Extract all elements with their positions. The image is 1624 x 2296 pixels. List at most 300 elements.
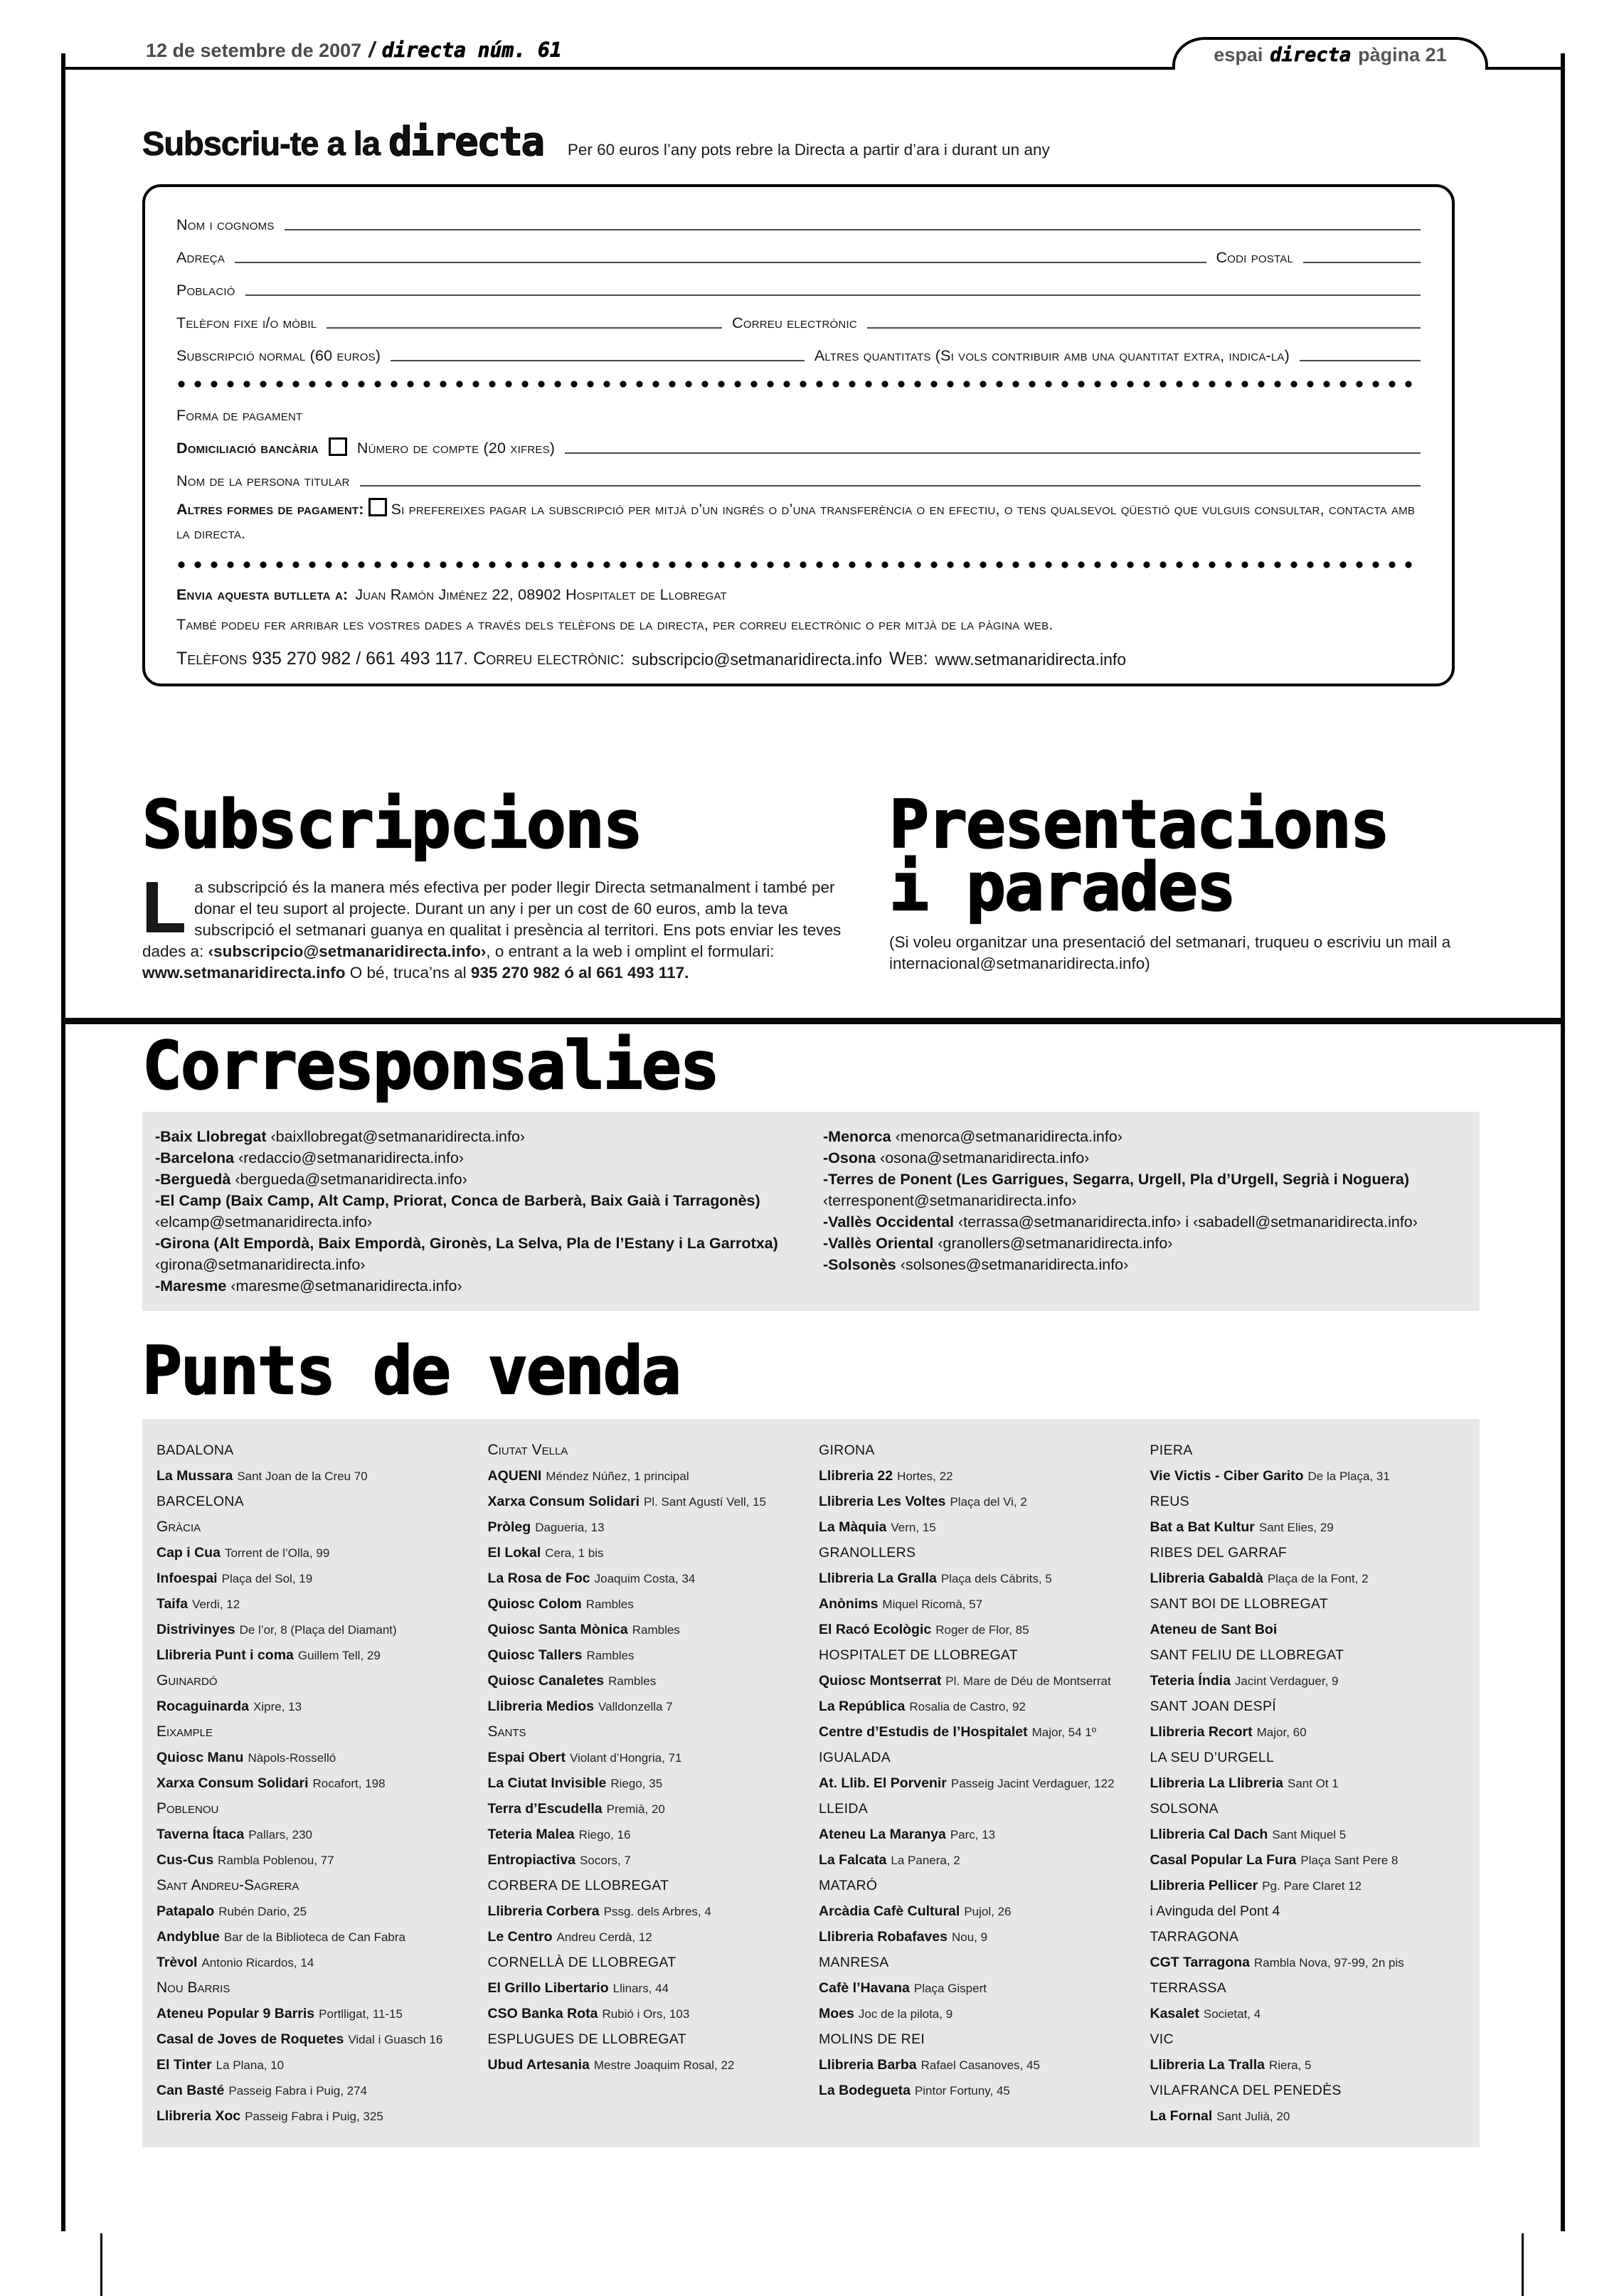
venue-address: Passeig Jacint Verdaguer, 122: [950, 1777, 1115, 1791]
list-item: [488, 1822, 804, 1847]
telefon-label: Telèfon fixe i/o mòbil: [176, 314, 317, 331]
venue-name: Llibreria Robafaves: [819, 1929, 948, 1945]
correspondent-item: [155, 1233, 799, 1275]
list-item: [819, 1668, 1135, 1694]
form-row-telefon: [176, 299, 1421, 332]
list-item: [156, 1591, 472, 1617]
venue-name: HOSPITALET DE LLOBREGAT: [819, 1647, 1018, 1664]
venue-address: Antonio Ricardos, 14: [201, 1956, 314, 1970]
venue-address: Rosalia de Castro, 92: [909, 1700, 1026, 1714]
venue-address: Valldonzella 7: [598, 1700, 673, 1714]
venue-name: BADALONA: [156, 1442, 234, 1459]
adreca-field-line[interactable]: [235, 262, 1206, 263]
list-item: [819, 1873, 1135, 1898]
venue-name: Ciutat Vella: [487, 1442, 568, 1459]
subscripcio-normal-label: Subscripció normal (60 euros): [176, 347, 381, 364]
list-item: [488, 1463, 804, 1489]
venue-name: La Bodegueta: [819, 2083, 911, 2099]
list-item: [488, 1437, 804, 1463]
venue-address: Bar de la Biblioteca de Can Fabra: [223, 1930, 405, 1945]
list-item: [819, 1617, 1135, 1642]
venue-address: Verdi, 12: [192, 1598, 240, 1612]
venue-name: Llibreria La Tralla: [1150, 2057, 1265, 2073]
correspondent-email: ‹maresme@setmanaridirecta.info›: [230, 1277, 462, 1295]
venue-name: VILAFRANCA DEL PENEDÈS: [1150, 2083, 1342, 2099]
list-item: [488, 1719, 804, 1745]
venue-address: Miquel Ricomà, 57: [882, 1598, 983, 1612]
list-item: [1150, 1617, 1466, 1642]
header-slash: /: [368, 37, 375, 62]
venue-name: RIBES DEL GARRAF: [1150, 1545, 1288, 1561]
venue-name: AQUENI: [487, 1468, 542, 1484]
venue-address: Pl. Sant Agustí Vell, 15: [643, 1495, 766, 1509]
telefons-line: [176, 639, 1421, 669]
correspondent-region: -Osona: [823, 1149, 881, 1166]
correspondent-email: ‹osona@setmanaridirecta.info›: [880, 1149, 1090, 1166]
corresponsalies-right-column: [823, 1126, 1467, 1297]
subscripcions-column: [142, 786, 861, 984]
venue-name: IGUALADA: [819, 1750, 891, 1766]
altres-formes-label: Altres formes de pagament:: [176, 501, 364, 518]
venue-address: La Panera, 2: [891, 1854, 960, 1868]
venue-address: Guillem Tell, 29: [297, 1649, 381, 1663]
correspondent-email: ‹granollers@setmanaridirecta.info›: [938, 1234, 1173, 1252]
tab-page-number: pàgina 21: [1358, 43, 1447, 65]
venue-name: Can Basté: [156, 2083, 225, 2099]
venue-address: Rambles: [586, 1649, 635, 1663]
venue-name: Pròleg: [487, 1519, 531, 1536]
list-item: [156, 1924, 472, 1950]
list-item: [819, 2078, 1135, 2103]
subscripcions-phones: 935 270 982 ó al 661 493 117.: [470, 964, 689, 982]
venue-name: Llibreria Punt i coma: [156, 1647, 294, 1664]
venue-name: Quiosc Canaletes: [487, 1673, 605, 1689]
codi-postal-field-line[interactable]: [1303, 262, 1421, 263]
list-item: [819, 1924, 1135, 1950]
venue-name: Trèvol: [156, 1955, 198, 1971]
form-row-domiciliacio: [176, 425, 1421, 457]
adreca-label: Adreça: [176, 249, 225, 266]
list-item: [1150, 1463, 1466, 1489]
venue-name: SANT FELIU DE LLOBREGAT: [1150, 1647, 1344, 1664]
corresponsalies-title: Corresponsalies: [142, 1027, 718, 1105]
altres-formes-checkbox[interactable]: [368, 498, 387, 516]
venue-address: Rafael Casanoves, 45: [920, 2058, 1040, 2073]
list-item: [488, 2026, 804, 2052]
telefons-label: Telèfons 935 270 982 / 661 493 117. Correu electrònic:: [176, 649, 625, 669]
correspondent-item: [823, 1211, 1467, 1233]
venue-address: Plaça del Vi, 2: [950, 1495, 1027, 1509]
forma-pagament-label: Forma de pagament: [176, 407, 303, 424]
venue-address: Plaça dels Càbrits, 5: [940, 1572, 1052, 1586]
correspondent-region: -Menorca: [823, 1127, 896, 1145]
venue-name: Ateneu Popular 9 Barris: [156, 2006, 315, 2022]
venue-address: Andreu Cerdà, 12: [556, 1930, 652, 1945]
venue-name: El Tinter: [156, 2057, 212, 2073]
section-divider: [61, 1018, 1565, 1024]
venue-name: El Grillo Libertario: [487, 1980, 609, 1997]
venue-name: PIERA: [1150, 1442, 1193, 1459]
section-page-tab: [1172, 37, 1488, 70]
venue-name: El Racó Ecològic: [819, 1622, 932, 1638]
corresponsalies-left-column: [155, 1126, 799, 1297]
correspondent-region: -Maresme: [155, 1277, 231, 1295]
list-item: [156, 2052, 472, 2078]
venue-address: Mestre Joaquim Rosal, 22: [593, 2058, 735, 2073]
venue-name: Quiosc Montserrat: [819, 1673, 942, 1689]
list-item: [156, 2103, 472, 2129]
correspondent-item: [155, 1169, 799, 1190]
domiciliacio-label: Domiciliació bancària: [176, 440, 319, 457]
venue-address: Passeig Fabra i Puig, 325: [245, 2110, 383, 2124]
venue-name: Xarxa Consum Solidari: [487, 1494, 639, 1510]
venue-name: Eixample: [156, 1723, 213, 1740]
correspondent-item: [823, 1169, 1467, 1211]
punts-column-3: [819, 1437, 1135, 2103]
list-item: [819, 1463, 1135, 1489]
list-item: [1150, 1719, 1466, 1745]
poblacio-label: Població: [176, 282, 235, 299]
venue-address: Rambles: [585, 1598, 634, 1612]
subscripcions-web: www.setmanaridirecta.info: [142, 964, 346, 982]
list-item: [1150, 1514, 1466, 1540]
venue-address: La Plana, 10: [216, 2058, 285, 2073]
list-item: [1150, 1975, 1466, 2001]
list-item: [1150, 1591, 1466, 1617]
list-item: [488, 1540, 804, 1566]
subscribe-banner: [142, 119, 1480, 164]
venue-address: Rubén Dario, 25: [218, 1905, 307, 1919]
venue-name: At. Llib. El Porvenir: [819, 1775, 947, 1792]
form-row-subscripcio: [176, 332, 1421, 365]
venue-address: Sant Miquel 5: [1272, 1828, 1347, 1842]
list-item: [488, 1796, 804, 1822]
venue-name: Cus-Cus: [156, 1852, 214, 1869]
titular-field-line[interactable]: [360, 485, 1421, 487]
venue-name: SOLSONA: [1150, 1801, 1219, 1817]
subscripcions-email: ‹subscripcio@setmanaridirecta.info›: [208, 942, 487, 961]
venue-address: Rambles: [608, 1674, 657, 1689]
venue-name: Andyblue: [156, 1929, 220, 1945]
venue-address: Parc, 13: [950, 1828, 996, 1842]
venue-address: Riego, 16: [578, 1828, 631, 1842]
venue-name: Casal Popular La Fura: [1150, 1852, 1297, 1869]
correu-label: Correu electrònic: [732, 314, 857, 331]
numero-compte-label: Número de compte (20 xifres): [356, 440, 556, 457]
tambe-line: [176, 610, 1421, 634]
list-item: [819, 1694, 1135, 1719]
venue-name: Quiosc Santa Mònica: [487, 1622, 628, 1638]
list-item: [488, 1950, 804, 1975]
list-item: [1150, 1770, 1466, 1796]
list-item: [819, 1642, 1135, 1668]
venue-address: Méndez Núñez, 1 principal: [546, 1469, 689, 1484]
list-item: [1150, 1642, 1466, 1668]
venue-address: Rambla Poblenou, 77: [218, 1854, 334, 1868]
venue-name: CSO Banka Rota: [487, 2006, 598, 2022]
list-item: [819, 1566, 1135, 1591]
list-item: [156, 2026, 472, 2052]
correspondent-item: [155, 1147, 799, 1169]
subscripcions-title: Subscripcions: [142, 786, 642, 863]
altres-quantitats-label: Altres quantitats (Si vols contribuir amb una quantitat extra, indica-la): [814, 347, 1290, 364]
list-item: [1150, 1822, 1466, 1847]
venue-name: CORBERA DE LLOBREGAT: [487, 1878, 669, 1894]
form-row-titular: [176, 457, 1421, 490]
form-row-poblacio: [176, 267, 1421, 299]
list-item: [819, 1822, 1135, 1847]
venue-name: Patapalo: [156, 1903, 215, 1920]
list-item: [819, 1745, 1135, 1770]
venue-name: La Màquia: [819, 1519, 887, 1536]
corresponsalies-box: [142, 1112, 1480, 1311]
venue-address: Joaquim Costa, 34: [594, 1572, 696, 1586]
venue-name: Bat a Bat Kultur: [1150, 1519, 1255, 1536]
correspondent-email: ‹redaccio@setmanaridirecta.info›: [238, 1149, 465, 1166]
list-item: [819, 2001, 1135, 2026]
venue-address: Rambles: [632, 1623, 680, 1637]
punts-de-venda-title: Punts de venda: [142, 1332, 680, 1409]
poblacio-field-line[interactable]: [245, 294, 1421, 296]
correspondent-item: [155, 1126, 799, 1147]
list-item: [819, 1770, 1135, 1796]
venue-address: Rubió i Ors, 103: [602, 2007, 690, 2021]
venue-name: REUS: [1150, 1494, 1189, 1510]
list-item: [156, 1796, 472, 1822]
venue-name: Vie Victis - Ciber Garito: [1150, 1468, 1304, 1484]
subscripcio-normal-field-line[interactable]: [391, 360, 805, 361]
correspondent-email: ‹elcamp@setmanaridirecta.info›: [155, 1213, 373, 1231]
tab-section-label: espai: [1214, 43, 1263, 65]
list-item: [819, 1514, 1135, 1540]
correspondent-item: [823, 1233, 1467, 1254]
correspondent-region: -El Camp (Baix Camp, Alt Camp, Priorat, Conca de Barberà, Baix Gaià i Tarragonès): [155, 1191, 760, 1209]
venue-name: Rocaguinarda: [156, 1699, 250, 1715]
venue-address: Vidal i Guasch 16: [348, 2033, 443, 2047]
correspondent-email: ‹terresponent@setmanaridirecta.info›: [823, 1191, 1077, 1209]
venue-name: Casal de Joves de Roquetes: [156, 2031, 344, 2048]
punts-column-2: [488, 1437, 804, 2078]
venue-name: MOLINS DE REI: [819, 2031, 925, 2048]
subscription-form: [142, 184, 1455, 686]
venue-name: Le Centro: [487, 1929, 553, 1945]
altres-quantitats-field-line[interactable]: [1300, 360, 1421, 361]
venue-name: Quiosc Manu: [156, 1750, 244, 1766]
nom-label: Nom i cognoms: [176, 216, 275, 233]
venue-address: Nàpols-Rosselló: [248, 1751, 336, 1765]
list-item: [819, 1540, 1135, 1566]
list-item: [1150, 1950, 1466, 1975]
list-item: [819, 1489, 1135, 1514]
venue-address: Major, 60: [1256, 1726, 1307, 1740]
list-item: [488, 1668, 804, 1694]
list-item: [156, 1540, 472, 1566]
venue-address: Rocafort, 198: [312, 1777, 386, 1791]
presentacions-title-line1: Presentacions: [889, 786, 1389, 863]
venue-address: Jacint Verdaguer, 9: [1234, 1674, 1339, 1689]
list-item: [156, 1642, 472, 1668]
venue-name: La República: [819, 1699, 906, 1715]
list-item: [819, 1591, 1135, 1617]
correu-field-line[interactable]: [867, 327, 1421, 329]
list-item: [819, 1950, 1135, 1975]
list-item: [1150, 2026, 1466, 2052]
venue-address: Violant d’Hongria, 71: [569, 1751, 682, 1765]
correspondent-region: -Solsonès: [823, 1255, 901, 1273]
bottom-right-crop-mark: [1522, 2233, 1524, 2296]
venue-name: Nou Barris: [156, 1979, 230, 1997]
list-item: [156, 2001, 472, 2026]
venue-name: Quiosc Colom: [487, 1596, 582, 1612]
correspondent-region: -Berguedà: [155, 1170, 235, 1188]
venue-name: Llibreria Les Voltes: [819, 1494, 946, 1510]
presentacions-column: [889, 786, 1480, 984]
venue-address: Nou, 9: [951, 1930, 988, 1945]
venue-name: SANT BOI DE LLOBREGAT: [1150, 1596, 1328, 1612]
venue-address: Plaça del Sol, 19: [221, 1572, 313, 1586]
venue-name: Guinardó: [156, 1672, 218, 1689]
telefon-field-line[interactable]: [327, 327, 722, 329]
venue-address: Plaça de la Font, 2: [1267, 1572, 1369, 1586]
list-item: [1150, 1745, 1466, 1770]
list-item: [1150, 1924, 1466, 1950]
venue-name: La Mussara: [156, 1468, 233, 1484]
venue-address: Passeig Fabra i Puig, 274: [228, 2084, 368, 2098]
running-header: [146, 37, 562, 63]
venue-name: Teteria Malea: [487, 1827, 575, 1843]
correspondent-region: -Vallès Oriental: [823, 1234, 938, 1252]
nom-field-line[interactable]: [285, 229, 1421, 230]
directa-logo: directa: [388, 119, 543, 164]
list-item: [819, 2026, 1135, 2052]
venue-address: Pg. Pare Claret 12: [1262, 1879, 1362, 1893]
form-row-adreca: [176, 234, 1421, 267]
venue-name: Llibreria 22: [819, 1468, 893, 1484]
correspondent-region: -Baix Llobregat: [155, 1127, 271, 1145]
venue-name: Llibreria Recort: [1150, 1724, 1253, 1740]
list-item: [819, 1847, 1135, 1873]
list-item: [1150, 2001, 1466, 2026]
venue-address: Plaça Gispert: [913, 1982, 987, 1996]
venue-name: Kasalet: [1150, 2006, 1199, 2022]
venue-name: Ateneu La Maranya: [819, 1827, 946, 1843]
venue-name: La Fornal: [1150, 2108, 1213, 2125]
venue-address: Pallars, 230: [248, 1828, 312, 1842]
dotted-separator-top: [176, 379, 1421, 389]
venue-name: Moes: [819, 2006, 854, 2022]
venue-name: Ubud Artesania: [487, 2057, 590, 2073]
list-item: [819, 1719, 1135, 1745]
list-item: [156, 2078, 472, 2103]
tab-brand-logo: directa: [1270, 43, 1352, 66]
venue-name: ESPLUGUES DE LLOBREGAT: [487, 2031, 686, 2048]
venue-name: BARCELONA: [156, 1494, 244, 1510]
venue-name: Llibreria Pellicer: [1150, 1878, 1258, 1894]
list-item: [156, 1975, 472, 2001]
list-item: [156, 1950, 472, 1975]
list-item: [156, 1437, 472, 1463]
list-item: [1150, 1796, 1466, 1822]
venue-name: Infoespai: [156, 1570, 218, 1587]
venue-name: Teteria Índia: [1150, 1673, 1231, 1689]
dropcap-letter: L: [142, 868, 186, 948]
venue-address: Rambla Nova, 97-99, 2n pis: [1254, 1956, 1404, 1970]
punts-column-1: [156, 1437, 472, 2129]
tambe-text: També podeu fer arribar les vostres dades a través dels telèfons de la directa, per correu electrònic o per mitjà de la pàgina web.: [176, 616, 1054, 633]
list-item: [1150, 1873, 1466, 1898]
venue-address: Vern, 15: [891, 1521, 936, 1535]
correspondent-item: [155, 1190, 799, 1233]
venue-address: Pujol, 26: [964, 1905, 1012, 1919]
envia-address: Juan Ramón Jiménez 22, 08902 Hospitalet de Llobregat: [355, 586, 727, 603]
list-item: [819, 1898, 1135, 1924]
venue-name: Quiosc Tallers: [487, 1647, 583, 1664]
list-item: [1150, 1847, 1466, 1873]
numero-compte-field-line[interactable]: [565, 452, 1421, 454]
list-item: [488, 1770, 804, 1796]
venue-name: CGT Tarragona: [1150, 1955, 1250, 1971]
venue-address: Joc de la pilota, 9: [858, 2007, 953, 2021]
list-item: [156, 1489, 472, 1514]
correspondent-email: ‹solsones@setmanaridirecta.info›: [900, 1255, 1129, 1273]
punts-de-venda-box: [142, 1419, 1480, 2147]
subscribe-title: [142, 119, 543, 164]
venue-address: Sant Elies, 29: [1258, 1521, 1334, 1535]
venue-name: Taifa: [156, 1596, 189, 1612]
list-item: [488, 1566, 804, 1591]
venue-name: Llibreria Corbera: [487, 1903, 600, 1920]
bottom-left-crop-mark: [100, 2233, 102, 2296]
venue-name: Centre d’Estudis de l’Hospitalet: [819, 1724, 1028, 1740]
subscripcions-text-2: , o entrant a la web i omplint el formulari:: [486, 942, 775, 961]
list-item: [1150, 1540, 1466, 1566]
venue-address: Major, 54 1º: [1031, 1726, 1096, 1740]
venue-address: Xipre, 13: [253, 1700, 302, 1714]
list-item: [156, 1566, 472, 1591]
list-item: [488, 1873, 804, 1898]
venue-name: Espai Obert: [487, 1750, 566, 1766]
venue-name: Llibreria Xoc: [156, 2108, 241, 2125]
venue-name: Entropiactiva: [487, 1852, 576, 1869]
venue-address: Sant Ot 1: [1287, 1777, 1339, 1791]
web-url: www.setmanaridirecta.info: [935, 650, 1127, 669]
list-item: [488, 1642, 804, 1668]
venue-name: TERRASSA: [1150, 1980, 1227, 1997]
envia-label: Envia aquesta butlleta a:: [176, 586, 349, 603]
venue-name: Taverna Ítaca: [156, 1827, 245, 1843]
correspondent-item: [155, 1275, 799, 1297]
list-item: [156, 1668, 472, 1694]
venue-address: Societat, 4: [1203, 2007, 1261, 2021]
venue-name: Terra d’Escudella: [487, 1801, 603, 1817]
venue-address: Portlligat, 11-15: [319, 2007, 403, 2021]
venue-address: Riera, 5: [1268, 2058, 1312, 2073]
list-item: [1150, 1898, 1466, 1924]
list-item: [1150, 1566, 1466, 1591]
list-item: [488, 1489, 804, 1514]
venue-address: Pssg. dels Arbres, 4: [603, 1905, 711, 1919]
list-item: [156, 1719, 472, 1745]
list-item: [156, 1745, 472, 1770]
venue-name: LLEIDA: [819, 1801, 869, 1817]
venue-name: La Falcata: [819, 1852, 887, 1869]
venue-address: Pl. Mare de Déu de Montserrat: [945, 1674, 1111, 1689]
list-item: [819, 2052, 1135, 2078]
correspondent-item: [823, 1147, 1467, 1169]
domiciliacio-checkbox[interactable]: [329, 437, 347, 456]
correspondent-item: [823, 1254, 1467, 1275]
list-item: [1150, 2103, 1466, 2129]
